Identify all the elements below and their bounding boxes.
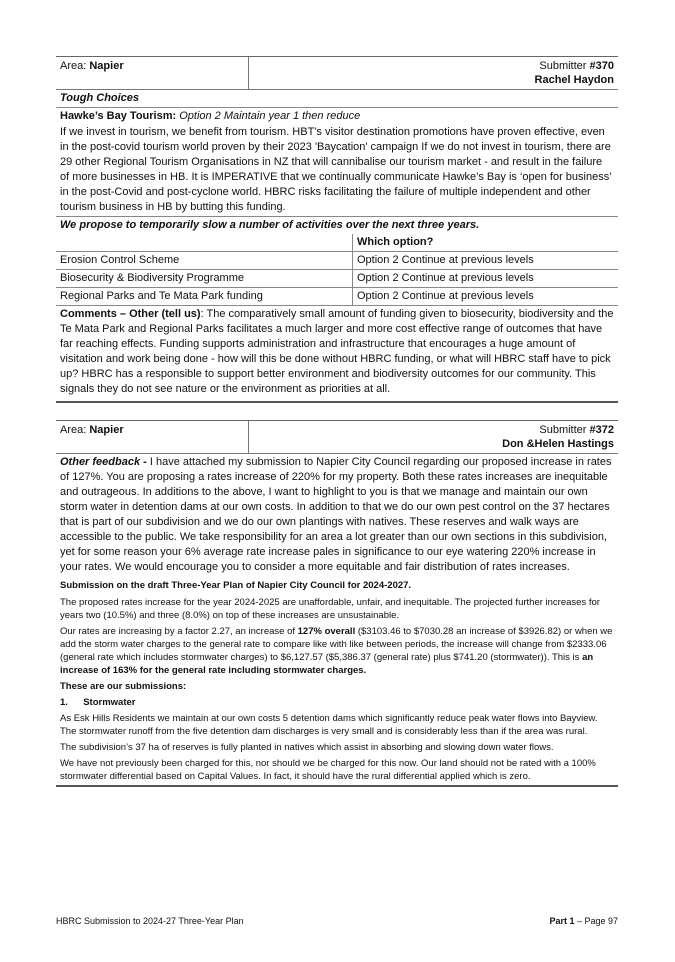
bold-run: an increase of 163% for the general rate including stormwater charges. — [60, 652, 594, 676]
submitter-label: Submitter — [539, 60, 590, 72]
area-cell — [56, 57, 249, 89]
activity-cell: Biosecurity & Biodiversity Programme — [56, 270, 353, 288]
list-number: 1. — [60, 697, 68, 708]
table-row — [56, 270, 618, 288]
text-run: ($3103.46 to $7030.28 an increase of $3926.82) or when we add the storm water charges to the general rate to compare like with like between periods, the increase will change from $2333.06 (general rate which includes stormwater charges) to $6,127.57 ($5,386.37 (general rate) plus $741.20 (stormwater)). This is — [60, 626, 613, 663]
submission-370-header — [56, 56, 618, 90]
page-footer — [56, 916, 618, 926]
text-run: Our rates are increasing by a factor 2.27, an increase of — [60, 626, 298, 637]
feedback-block — [56, 454, 618, 575]
page-content — [56, 56, 618, 787]
options-table — [56, 234, 618, 305]
paragraph: The subdivision’s 37 ha of reserves is fully planted in natives which assist in absorbing and slowing down water flows. — [60, 742, 554, 753]
bold-run: 127% overall — [297, 626, 356, 637]
table-row — [56, 252, 618, 270]
paragraph: We have not previously been charged for this, nor should we be charged for this now. Our land should not be rated with a 100% stormwater differential based on Capital Values. In fact, it should have the rural differential applied which is zero. — [60, 758, 596, 782]
area-value: Napier — [89, 424, 124, 436]
activity-cell: Erosion Control Scheme — [56, 252, 353, 270]
submitter-label: Submitter — [539, 424, 590, 436]
submitter-number: #372 — [589, 424, 614, 436]
tourism-option: Option 2 Maintain year 1 then reduce — [179, 110, 361, 122]
list-item-heading — [56, 696, 618, 709]
submissions-heading: These are our submissions: — [60, 681, 187, 692]
divider — [56, 785, 618, 787]
area-value: Napier — [89, 60, 124, 72]
area-cell — [56, 421, 249, 453]
submitter-name: Don &Helen Hastings — [502, 438, 614, 450]
submitter-cell — [249, 57, 618, 89]
activity-cell: Regional Parks and Te Mata Park funding — [56, 288, 353, 306]
option-cell: Option 2 Continue at previous levels — [353, 270, 619, 288]
comments-heading: Comments – Other (tell us) — [60, 308, 201, 320]
list-title: Stormwater — [83, 697, 136, 708]
footer-title: HBRC Submission to 2024-27 Three-Year Plan — [56, 916, 244, 926]
area-label: Area: — [60, 424, 90, 436]
rates-paragraph — [56, 625, 618, 677]
tourism-heading-line — [56, 108, 618, 125]
part-label: Part 1 — [549, 916, 575, 926]
page-label: – Page 97 — [574, 916, 618, 926]
which-option-header: Which option? — [357, 236, 434, 248]
paragraph: As Esk Hills Residents we maintain at our own costs 5 detention dams which significantly reduce peak water flows into Bayview. The stormwater runoff from the five detention dam discharges is very small and is considerably less than if the area was rural. — [60, 713, 598, 737]
tourism-text: If we invest in tourism, we benefit from tourism. HBT's visitor destination promotions have proven effective, even in the post-covid tourism world proven by their 2023 'Baycation' campaign If we do not invest in tourism, there are 29 other Regional Tourism Organisations in NZ that will cannibalise our tourism market - and result in the failure of more businesses in HB. It is IMPERATIVE that we continually communicate Hawke’s Bay is ‘open for business’ in the post-Covid and post-cyclone world. HBRC risks facilitating the failure of multiple independent and other tourism business in HB by butting this funding. — [60, 126, 612, 213]
submission-372-header — [56, 420, 618, 454]
paragraph: The proposed rates increase for the year 2024-2025 are unaffordable, unfair, and inequitable. The projected further increases for years two (10.5%) and three (8.0%) on top of these increases are unsustainable. — [60, 597, 600, 621]
area-label: Area: — [60, 60, 90, 72]
section-title: Tough Choices — [56, 90, 618, 108]
draft-heading: Submission on the draft Three-Year Plan of Napier City Council for 2024-2027. — [60, 580, 412, 591]
option-cell: Option 2 Continue at previous levels — [353, 288, 619, 306]
tourism-heading: Hawke’s Bay Tourism: — [60, 110, 177, 122]
feedback-text: I have attached my submission to Napier City Council regarding our proposed increase in rates of 127%. You are proposing a rates increase of 220% for my property. Both these rates increases are inequitable and outrageous. In additions to the above, I want to highlight to you is that we manage and maintain our own storm water in detention dams at our own costs. In addition to that we do our own pest control on the 37 hectares that is part of our subdivision and we do our own plantings with natives. These reserves and walk ways are accessible to the public. We take responsibility for an area a lot greater than our own sections in this subdivision, yet for some reason your 6% average rate increase pales in significance to our eye watering 220% increase in your rates. We would encourage you to consider a more equitable and fair distribution of rates increases. — [60, 456, 612, 573]
option-cell: Option 2 Continue at previous levels — [353, 252, 619, 270]
feedback-heading: Other feedback - — [60, 456, 150, 468]
table-row — [56, 288, 618, 306]
submitter-cell — [249, 421, 618, 453]
submitter-name: Rachel Haydon — [534, 74, 614, 86]
submitter-number: #370 — [589, 60, 614, 72]
comments-block — [56, 305, 618, 397]
options-header-row — [56, 234, 618, 252]
page-number — [549, 916, 618, 926]
comments-text: : The comparatively small amount of funding given to biosecurity, biodiversity and the Te Mata Park and Regional Parks facilitates a much larger and more cost effective range of outcomes that have far reaching effects. Funding supports administration and infrastructure that encourages a huge amount of visitation and work being done - how will this be done without HBRC funding, or what will HBRC staff have to pick up? HBRC has a responsible to support better environment and biodiversity outcomes for our community. This signals they do not see nature or the environment as priorities at all. — [60, 308, 614, 395]
slow-heading: We propose to temporarily slow a number of activities over the next three years. — [56, 216, 618, 234]
